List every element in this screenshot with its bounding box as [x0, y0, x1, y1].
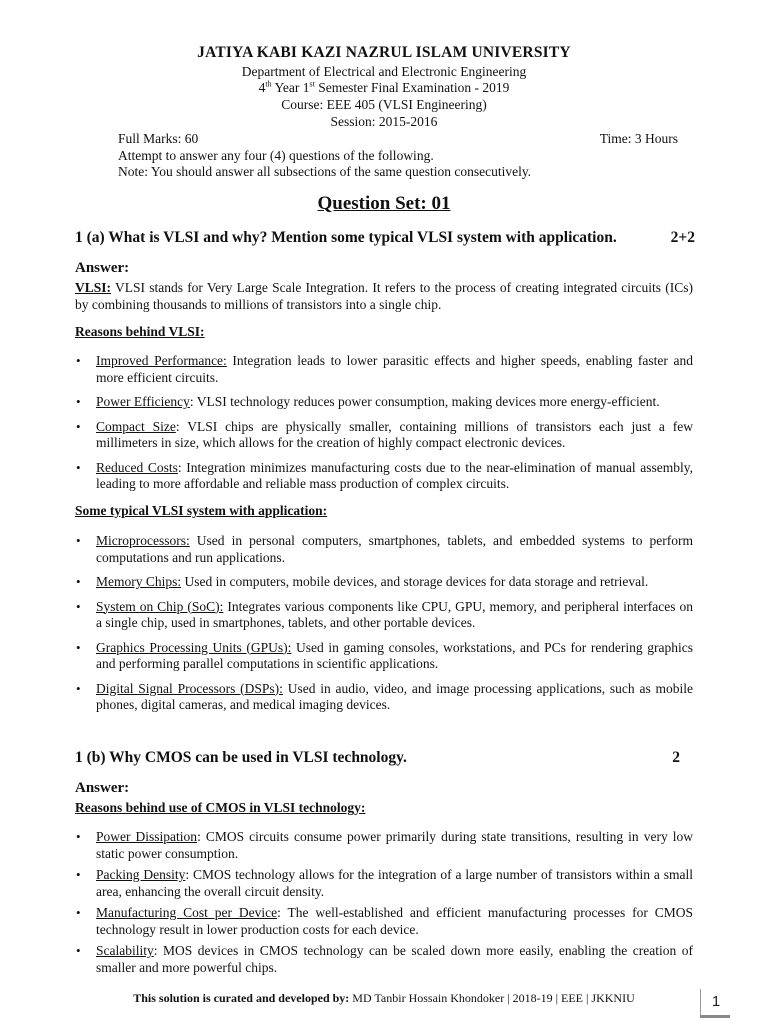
list-item	[75, 640, 693, 673]
question-1a-marks: 2+2	[670, 229, 695, 246]
answer-label-1b: Answer:	[75, 780, 130, 796]
list-item	[75, 905, 693, 938]
question-set-title: Question Set: 01	[317, 193, 451, 214]
bullet-icon: •	[76, 905, 81, 920]
list-item-text: : CMOS technology allows for the integration of a large number of transistors within a small area, enhancing the overall circuit density.	[96, 867, 693, 899]
page-number: 1	[700, 989, 731, 1015]
list-item-term: Manufacturing Cost per Device	[96, 905, 278, 920]
list-item	[75, 829, 693, 862]
reasons-list	[75, 353, 693, 493]
list-item	[75, 943, 693, 976]
page-number-underline	[700, 1015, 730, 1018]
list-item-text: Integrates various components like CPU, GPU, memory, and peripheral interfaces on a single chip, used in smartphones, tablets, and other portable devices.	[96, 598, 693, 630]
bullet-icon: •	[76, 574, 81, 589]
question-1a: 1 (a) What is VLSI and why? Mention some typical VLSI system with application. 2+2	[75, 229, 695, 246]
question-1b-marks: 2	[672, 749, 680, 766]
session-line: Session: 2015-2016	[330, 114, 438, 129]
list-item-term: Digital Signal Processors (DSPs):	[96, 680, 283, 696]
list-item-term: Power Efficiency	[96, 394, 190, 409]
list-item-term: System on Chip (SoC):	[96, 598, 224, 614]
list-item-text: : The well-established and efficient manufacturing processes for CMOS technology result in lower production costs for each device.	[96, 905, 693, 937]
list-item	[75, 574, 693, 591]
footer-credit: This solution is curated and developed by: MD Tanbir Hossain Khondoker | 2018-19 | EEE | JKKNIU	[133, 991, 635, 1005]
course-line: Course: EEE 405 (VLSI Engineering)	[281, 97, 487, 112]
bullet-icon: •	[76, 418, 81, 434]
list-item-text: : VLSI technology reduces power consumption, making devices more energy-efficient.	[189, 394, 660, 409]
bullet-icon: •	[76, 867, 81, 882]
answer-label-1a: Answer:	[75, 260, 130, 276]
list-item	[75, 867, 693, 900]
reasons-heading: Reasons behind VLSI:	[75, 324, 205, 339]
list-item	[75, 353, 693, 386]
list-item-text: : VLSI chips are physically smaller, containing millions of transistors each just a few millimeters in size, which allows for the creation of highly compact electronic devices.	[96, 418, 693, 450]
list-item-text: : MOS devices in CMOS technology can be scaled down more easily, enabling the creation of smaller and more powerful chips.	[96, 943, 693, 975]
note: Note: You should answer all subsections of the same question consecutively.	[118, 164, 532, 179]
list-item	[75, 599, 693, 632]
exam-line: 4th Year 1st Semester Final Examination - 2019	[258, 79, 510, 95]
cmos-heading: Reasons behind use of CMOS in VLSI technology:	[75, 800, 366, 815]
university-name: JATIYA KABI KAZI NAZRUL ISLAM UNIVERSITY	[197, 44, 571, 61]
bullet-icon: •	[76, 533, 81, 548]
list-item-term: Reduced Costs	[96, 459, 178, 475]
list-item	[75, 533, 693, 566]
list-item-text: Used in gaming consoles, workstations, and PCs for rendering graphics and performing parallel computations in scientific applications.	[96, 639, 693, 671]
bullet-icon: •	[76, 353, 81, 368]
list-item	[75, 681, 693, 714]
bullet-icon: •	[76, 943, 81, 958]
list-item	[75, 419, 693, 452]
list-item	[75, 460, 693, 493]
list-item-term: Memory Chips:	[96, 574, 182, 589]
vlsi-definition: VLSI: VLSI stands for Very Large Scale Integration. It refers to the process of creating integrated circuits (ICs) by combining thousands to millions of transistors into a single chip.	[75, 280, 693, 312]
systems-heading: Some typical VLSI system with application:	[75, 503, 328, 518]
bullet-icon: •	[76, 680, 81, 696]
bullet-icon: •	[76, 598, 81, 614]
bullet-icon: •	[76, 394, 81, 409]
question-1b: 1 (b) Why CMOS can be used in VLSI technology. 2	[75, 749, 695, 767]
list-item-term: Scalability	[96, 943, 154, 958]
list-item-term: Packing Density	[96, 867, 186, 882]
systems-list	[75, 533, 693, 714]
list-item-text: Used in personal computers, smartphones, tablets, and embedded systems to perform computations and run applications.	[96, 533, 693, 565]
list-item-term: Microprocessors:	[96, 533, 190, 548]
department-line: Department of Electrical and Electronic Engineering	[241, 64, 527, 79]
list-item-term: Power Dissipation	[96, 829, 198, 844]
list-item-text: : CMOS circuits consume power primarily during state transitions, resulting in very low static power consumption.	[96, 829, 693, 861]
list-item-term: Improved Performance:	[96, 353, 227, 368]
list-item-text: : Integration minimizes manufacturing costs due to the near-elimination of manual assembly, leading to more affordable and reliable mass production of complex circuits.	[96, 459, 693, 491]
exam-meta	[118, 131, 678, 181]
list-item-term: Compact Size	[96, 418, 176, 434]
instruction: Attempt to answer any four (4) questions of the following.	[118, 147, 434, 163]
full-marks: Full Marks: 60	[118, 131, 199, 146]
bullet-icon: •	[76, 459, 81, 475]
time-limit: Time: 3 Hours	[599, 131, 678, 146]
bullet-icon: •	[76, 829, 81, 844]
bullet-icon: •	[76, 639, 81, 655]
list-item-term: Graphics Processing Units (GPUs):	[96, 639, 292, 655]
list-item-text: Used in audio, video, and image processing applications, such as mobile phones, digital cameras, and medical imaging devices.	[96, 680, 693, 712]
list-item-text: Integration leads to lower parasitic effects and higher speeds, enabling faster and more efficient circuits.	[96, 353, 694, 385]
list-item-text: Used in computers, mobile devices, and storage devices for data storage and retrieval.	[181, 574, 649, 589]
list-item	[75, 394, 693, 411]
cmos-reasons-list	[75, 829, 693, 976]
